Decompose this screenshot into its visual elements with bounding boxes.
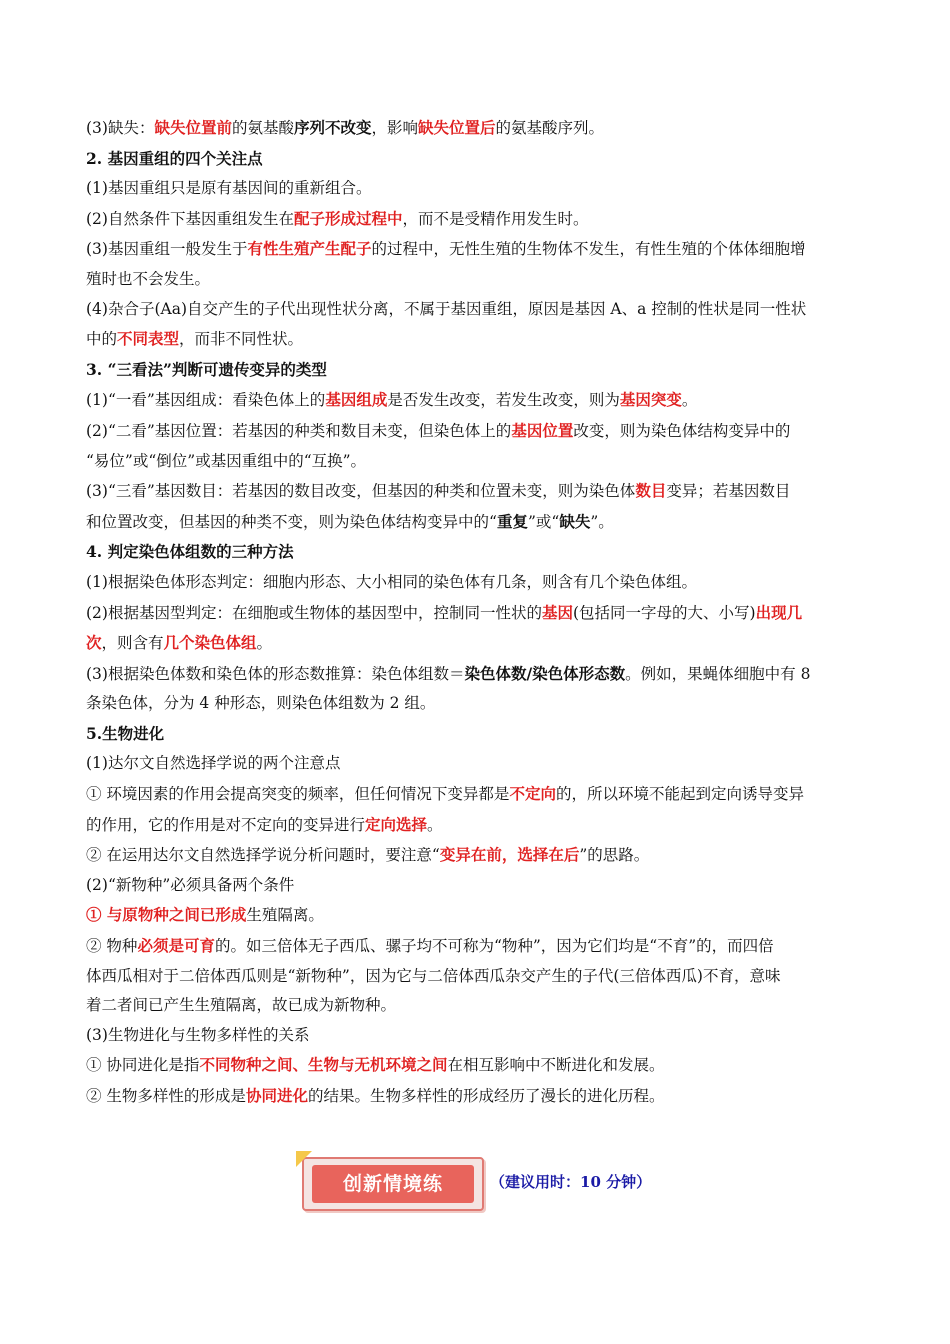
suggested-time-hint: （建议用时：10 分钟） — [490, 1173, 652, 1191]
text-line — [86, 324, 866, 355]
text-segment: ② 物种 — [86, 937, 138, 956]
badge-corner-decoration — [296, 1151, 312, 1167]
bold-text: 染色体数/染色体形态数 — [464, 663, 626, 683]
text-segment: ，而不是受精作用发生时。 — [402, 209, 589, 228]
text-segment: 条染色体，分为 4 种形态，则染色体组数为 2 组。 — [86, 694, 436, 713]
text-line — [86, 447, 866, 477]
highlight-text: 不定向 — [509, 784, 556, 804]
text-segment: (2)“新物种”必须具备两个条件 — [86, 875, 295, 894]
text-segment: 。 — [427, 815, 443, 834]
text-line — [86, 1050, 866, 1081]
text-segment: 变异；若基因数目 — [666, 482, 791, 501]
text-segment: 。 — [681, 391, 698, 410]
highlight-text: 配子形成过程中 — [293, 208, 403, 228]
text-segment: 。例如，果蝇体细胞中有 8 — [625, 664, 811, 683]
text-line — [86, 931, 866, 962]
text-segment: (1)基因重组只是原有基因间的重新组合。 — [86, 179, 372, 198]
text-segment: (1)根据染色体形态判定：细胞内形态、大小相同的染色体有几条，则含有几个染色体组。 — [86, 572, 697, 591]
banner-badge — [302, 1157, 484, 1211]
bold-text: 3. “三看法”判断可遗传变异的类型 — [86, 359, 327, 379]
text-line — [86, 113, 866, 144]
text-line — [86, 295, 866, 325]
highlight-text: 基因 — [541, 602, 573, 622]
text-line — [86, 659, 866, 690]
text-segment: ，影响 — [371, 119, 419, 137]
text-segment: 在相互影响中不断进化和发展。 — [447, 1056, 665, 1075]
bold-text: 序列不改变 — [294, 118, 372, 137]
text-segment: 改变，则为染色体结构变异中的 — [573, 421, 791, 440]
text-line — [86, 385, 866, 416]
text-segment: 中的 — [86, 330, 118, 349]
text-line — [86, 1021, 866, 1051]
text-segment: ② 在运用达尔文自然选择学说分析问题时，要注意“ — [86, 846, 440, 865]
text-segment: ① 环境因素的作用会提高突变的频率，但任何情况下变异都是 — [86, 785, 510, 804]
highlight-text: 有性生殖产生配子 — [247, 239, 372, 259]
text-line — [86, 900, 866, 931]
text-segment: ① 协同进化是指 — [86, 1056, 200, 1075]
text-line — [86, 204, 866, 235]
text-segment: (2)“二看”基因位置：若基因的种类和数目未变，但染色体上的 — [86, 421, 512, 440]
text-segment: (3)“三看”基因数目：若基因的数目改变，但基因的种类和位置未变，则为染色体 — [86, 482, 636, 501]
text-line — [86, 355, 866, 386]
text-segment: (3)缺失： — [86, 119, 155, 137]
text-segment: 的氨基酸 — [231, 119, 294, 137]
text-line — [86, 962, 866, 992]
text-segment: 殖时也不会发生。 — [86, 269, 211, 288]
highlight-text: 不同物种之间、生物与无机环境之间 — [199, 1055, 448, 1075]
text-line — [86, 416, 866, 447]
text-line — [86, 568, 866, 598]
highlight-text: ① 与原物种之间已形成 — [86, 905, 247, 925]
text-segment: ”或“ — [527, 512, 560, 531]
text-segment: “易位”或“倒位”或基因重组中的“互换”。 — [86, 451, 367, 470]
highlight-text: 基因突变 — [619, 390, 682, 410]
text-segment: (3)基因重组一般发生于 — [86, 240, 248, 259]
text-segment: 是否发生改变，若发生改变，则为 — [387, 391, 620, 410]
text-segment: 的过程中，无性生殖的生物体不发生，有性生殖的个体体细胞增 — [371, 240, 806, 259]
text-segment: ”。 — [590, 512, 614, 531]
text-segment: (2)根据基因型判定：在细胞或生物体的基因型中，控制同一性状的 — [86, 603, 542, 622]
banner-title: 创新情境练 — [312, 1165, 474, 1203]
text-segment: 体西瓜相对于二倍体西瓜则是“新物种”，因为它与二倍体西瓜杂交产生的子代(三倍体西瓜)不育，意味 — [86, 966, 781, 985]
text-segment: 的。如三倍体无子西瓜、骡子均不可称为“物种”，因为它们均是“不育”的，而四倍 — [214, 937, 774, 956]
text-line — [86, 265, 866, 295]
bold-text: 重复 — [496, 511, 528, 531]
text-segment: 的氨基酸序列。 — [495, 119, 605, 137]
text-segment: (4)杂合子(Aa)自交产生的子代出现性状分离，不属于基因重组，原因是基因 A、a 控制的性状是同一性状 — [86, 299, 807, 318]
highlight-text: 基因组成 — [325, 390, 388, 410]
notes-body — [86, 113, 866, 1112]
text-segment: 的结果。生物多样性的形成经历了漫长的进化历程。 — [307, 1087, 665, 1105]
text-line — [86, 749, 866, 779]
bold-text: 缺失 — [559, 511, 591, 531]
text-segment: 着二者间已产生生殖隔离，故已成为新物种。 — [86, 996, 397, 1015]
text-segment: (包括同一字母的大、小写) — [572, 603, 756, 622]
highlight-text: 缺失位置前 — [154, 118, 232, 137]
text-line — [86, 810, 866, 841]
text-segment: (2)自然条件下基因重组发生在 — [86, 209, 294, 228]
highlight-text: 变异在前，选择在后 — [439, 845, 580, 865]
highlight-text: 几个染色体组 — [163, 633, 257, 653]
text-line — [86, 598, 866, 629]
text-line — [86, 476, 866, 507]
text-line — [86, 234, 866, 265]
highlight-text: 不同表型 — [117, 329, 180, 349]
bold-text: 4. 判定染色体组数的三种方法 — [86, 542, 294, 562]
text-segment: (1)“一看”基因组成：看染色体上的 — [86, 391, 326, 410]
text-segment: ”的思路。 — [579, 846, 650, 865]
highlight-text: 协同进化 — [245, 1086, 308, 1105]
highlight-text: 次 — [86, 633, 102, 653]
bold-text: 5.生物进化 — [86, 723, 165, 743]
text-segment: 的，所以环境不能起到定向诱导变异 — [555, 785, 804, 804]
text-segment: (1)达尔文自然选择学说的两个注意点 — [86, 754, 341, 773]
text-line — [86, 174, 866, 204]
highlight-text: 定向选择 — [365, 814, 428, 834]
section-banner — [298, 1153, 678, 1215]
text-line — [86, 507, 866, 538]
text-line — [86, 719, 866, 750]
text-line — [86, 689, 866, 719]
text-segment: ，而非不同性状。 — [179, 330, 304, 349]
text-segment: (3)生物进化与生物多样性的关系 — [86, 1025, 310, 1044]
text-line — [86, 991, 866, 1021]
highlight-text: 基因位置 — [511, 420, 574, 440]
highlight-text: 数目 — [635, 481, 667, 501]
highlight-text: 必须是可育 — [137, 936, 215, 956]
text-line — [86, 1081, 866, 1112]
text-segment: 的作用，它的作用是对不定向的变异进行 — [86, 815, 366, 834]
text-segment: 生殖隔离。 — [246, 906, 324, 925]
text-segment: (3)根据染色体数和染色体的形态数推算：染色体组数＝ — [86, 664, 465, 683]
text-segment: 和位置改变，但基因的种类不变，则为染色体结构变异中的“ — [86, 512, 497, 531]
text-line — [86, 144, 866, 175]
text-line — [86, 840, 866, 871]
text-line — [86, 871, 866, 901]
text-line — [86, 779, 866, 810]
bold-text: 2. 基因重组的四个关注点 — [86, 148, 263, 168]
highlight-text: 出现几 — [755, 602, 803, 622]
highlight-text: 缺失位置后 — [418, 118, 496, 137]
text-segment: ，则含有 — [101, 634, 164, 653]
text-line — [86, 628, 866, 659]
text-line — [86, 537, 866, 568]
text-segment: ② 生物多样性的形成是 — [86, 1087, 246, 1105]
text-segment: 。 — [256, 634, 273, 653]
